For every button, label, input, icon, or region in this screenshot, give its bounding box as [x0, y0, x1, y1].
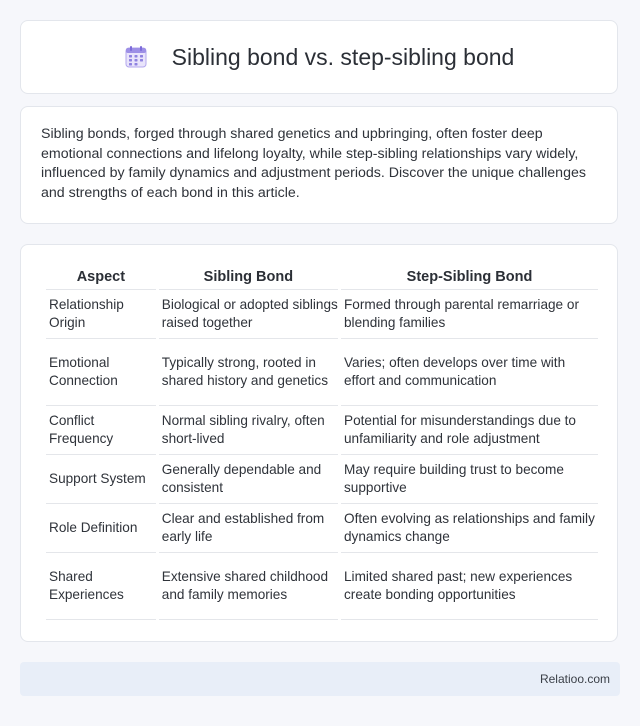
footer-brand[interactable]: Relatioo.com [539, 672, 610, 686]
comparison-card [20, 244, 618, 642]
table-row [46, 339, 598, 406]
aspect-cell: Relationship Origin [46, 290, 156, 339]
sibling-cell: Generally dependable and consistent [159, 455, 338, 504]
table-row [46, 553, 598, 620]
table-row [46, 406, 598, 455]
step-sibling-cell: Formed through parental remarriage or blending families [341, 290, 598, 339]
step-sibling-cell: Limited shared past; new experiences create bonding opportunities [341, 553, 598, 620]
intro-text: Sibling bonds, forged through shared genetics and upbringing, often foster deep emotional connections and lifelong loyalty, while step-sibling relationships vary widely, influenced by family dynamics and adjustment periods. Discover the unique challenges and strengths of each bond in this article. [41, 126, 586, 201]
aspect-cell: Emotional Connection [46, 339, 156, 406]
step-sibling-cell: May require building trust to become supportive [341, 455, 598, 504]
table-row [46, 290, 598, 339]
step-sibling-cell: Potential for misunderstandings due to unfamiliarity and role adjustment [341, 406, 598, 455]
page-title: Sibling bond vs. step-sibling bond [171, 43, 515, 70]
aspect-cell: Shared Experiences [46, 553, 156, 620]
table-row [46, 504, 598, 553]
step-sibling-cell: Varies; often develops over time with effort and communication [341, 339, 598, 406]
intro-card [20, 106, 618, 224]
calendar-icon [124, 45, 148, 69]
aspect-cell: Conflict Frequency [46, 406, 156, 455]
title-card [20, 20, 618, 94]
comparison-table [43, 265, 601, 620]
sibling-cell: Extensive shared childhood and family memories [159, 553, 338, 620]
column-header-step-sibling-bond: Step-Sibling Bond [341, 265, 598, 290]
sibling-cell: Clear and established from early life [159, 504, 338, 553]
sibling-cell: Biological or adopted siblings raised together [159, 290, 338, 339]
column-header-aspect: Aspect [46, 265, 156, 290]
aspect-cell: Role Definition [46, 504, 156, 553]
aspect-cell: Support System [46, 455, 156, 504]
footer [20, 662, 620, 696]
sibling-cell: Typically strong, rooted in shared history and genetics [159, 339, 338, 406]
column-header-sibling-bond: Sibling Bond [159, 265, 338, 290]
step-sibling-cell: Often evolving as relationships and family dynamics change [341, 504, 598, 553]
table-header-row [46, 265, 598, 290]
table-row [46, 455, 598, 504]
sibling-cell: Normal sibling rivalry, often short-lived [159, 406, 338, 455]
